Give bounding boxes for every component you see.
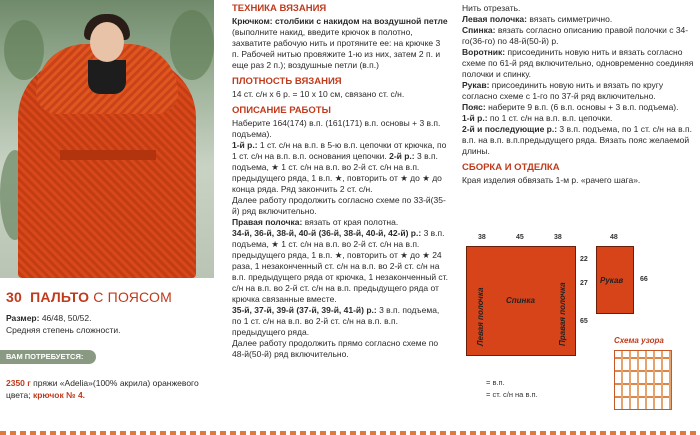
description-heading: ОПИСАНИЕ РАБОТЫ — [232, 105, 331, 116]
density-text: 14 ст. с/н х 6 р. = 10 х 10 см, связано ст. с/н. — [232, 89, 405, 99]
odd-rows-body: 3 в.п. подъема, по 1 ст. с/н на в.п. во 2-й ст. с/н на в.п. в.п. предыдущего ряда. — [232, 305, 440, 337]
odd-rows-text — [232, 305, 448, 338]
belt-row-2-body: 3 в.п. подъема, по 1 ст. с/н на в.п. в.п. на в.п. в.п.предыдущего ряда. Вязать пояс желаемой длины. — [462, 124, 692, 156]
title-rest: С ПОЯСОМ — [93, 289, 172, 305]
sleeve-label: Рукав: — [462, 80, 490, 90]
sleeve-text — [462, 80, 694, 102]
model-photo — [0, 0, 214, 278]
assembly-heading: СБОРКА И ОТДЕЛКА — [462, 162, 560, 173]
sleeve-body: присоединить новую нить и вязать по кругу согласно схеме с 1-го по 37-й ряд включительно. — [462, 80, 664, 101]
instructions-column-2 — [462, 3, 694, 186]
dim-top-middle: 45 — [516, 234, 524, 241]
belt-row-1-body: по 1 ст. с/н на в.п. в.п. цепочки. — [487, 113, 613, 123]
dim-top-left: 38 — [478, 234, 486, 241]
sleeve-piece-label: Рукав — [600, 276, 624, 285]
instructions-column-1 — [232, 3, 448, 360]
belt-row-1-label: 1-й р.: — [462, 113, 488, 123]
collar-body: присоединить новую нить и вязать согласно схеме по 61-й ряд включительно, одновременно соединяя полочки и спинку. — [462, 47, 694, 79]
size-label: Размер: — [6, 313, 40, 323]
left-front-piece-label: Левая полочка — [476, 287, 485, 346]
legend-chain: = в.п. — [486, 378, 505, 387]
decorative-border — [0, 431, 700, 435]
yarn-description: пряжи «Adelia»(100% акрила) оранжевого цвета; — [6, 378, 199, 400]
pattern-number: 30 — [6, 289, 22, 305]
belt-row-2-text — [462, 124, 694, 157]
pattern-chart-title: Схема узора — [614, 336, 664, 345]
technique-bold: Крючком: столбики с накидом на воздушной петле — [232, 16, 448, 26]
right-front-piece-label: Правая полочка — [558, 282, 567, 346]
left-front-body: вязать симметрично. — [526, 14, 613, 24]
row-2-label: 2-й р.: — [386, 151, 415, 161]
coat-belt — [60, 150, 156, 160]
yarn-amount: 2350 г — [6, 378, 31, 388]
continue-text: Далее работу продолжить согласно схеме по 33-й(35-й) ряд включительно. — [232, 195, 446, 216]
technique-text — [232, 16, 448, 71]
row-2-body: 3 в.п. подъема, ★ 1 ст. с/н на в.п. во 2-й ст. с/н на в.п. предыдущего ряда, 1 в.п. ★, повторить от ★ до ★ до конца ряда. Ряд закончить 2 ст. с/н. — [232, 151, 442, 194]
materials-text — [6, 377, 216, 401]
hook-size: крючок № 4. — [30, 390, 86, 400]
belt-row-2-label: 2-й и последующие р.: — [462, 124, 558, 134]
left-front-label: Левая полочка: — [462, 14, 527, 24]
dim-side-middle: 27 — [580, 280, 588, 287]
right-front-body: вязать от края полотна. — [302, 217, 399, 227]
even-rows-body: 3 в.п. подъема, ★ 1 ст. с/н на в.п. во 2-й ст. с/н на в.п. предыдущего ряда, 1 в.п. ★, повторить от ★ до ★ 24 раза, 1 незаконченный ст. с/н на в.п. во 2-й ст. с/н на в.п. предыдущего ряда от крючка, 1 незаконченный ст. с/н на в.п. во 2-й ст. с/н на в.п. предыдущего ряда от крючка связанные вместе. — [232, 228, 448, 304]
stitch-pattern-chart — [614, 350, 672, 410]
belt-text — [462, 102, 694, 113]
even-rows-text — [232, 228, 448, 305]
dim-sleeve-top: 48 — [610, 234, 618, 241]
technique-heading: ТЕХНИКА ВЯЗАНИЯ — [232, 3, 327, 14]
right-front-text — [232, 217, 448, 228]
cut-text: Нить отрезать. — [462, 3, 521, 13]
technique-body: (выполните накид, введите крючок в полотно, захватите рабочую нить и протяните ее: на крючке 3 п. Рабочей нитью провяжите 1-ю из них, затем 2 п. и еще раз 2 п.); воздушные петли (в.п.) — [232, 27, 441, 70]
dim-top-right: 38 — [554, 234, 562, 241]
background-foliage — [170, 10, 214, 80]
collar-label: Воротник: — [462, 47, 506, 57]
density-heading: ПЛОТНОСТЬ ВЯЗАНИЯ — [232, 76, 342, 87]
legend-double-crochet: = ст. с/н на в.п. — [486, 390, 538, 399]
right-front-label: Правая полочка: — [232, 217, 303, 227]
assembly-text: Края изделия обвязать 1-м р. «рачего шага». — [462, 175, 641, 185]
difficulty: Средняя степень сложности. — [6, 325, 121, 335]
page-title — [6, 289, 172, 305]
odd-rows-label: 35-й, 37-й, 39-й (37-й, 39-й, 41-й) р.: — [232, 305, 377, 315]
back-piece-label: Спинка — [506, 296, 535, 305]
materials-banner: ВАМ ПОТРЕБУЕТСЯ: — [0, 350, 96, 364]
collar-text — [462, 47, 694, 80]
dim-side-bottom: 65 — [580, 318, 588, 325]
row-1-body: 1 ст. с/н на в.п. в 5-ю в.п. цепочки от крючка, по 1 ст. с/н на в.п. в.п. основания цепочки. — [232, 140, 447, 161]
black-turtleneck — [88, 60, 126, 94]
background-foliage — [4, 20, 44, 80]
size-block — [6, 312, 121, 336]
belt-row-1-text — [462, 113, 694, 124]
finish-text: Далее работу продолжить прямо согласно схеме по 48-й(50-й) ряд включительно. — [232, 338, 439, 359]
belt-body: наберите 9 в.п. (6 в.п. основы + 3 в.п. подъема). — [485, 102, 679, 112]
even-rows-label: 34-й, 36-й, 38-й, 40-й (36-й, 38-й, 40-й, 42-й) р.: — [232, 228, 422, 238]
dim-sleeve-side: 66 — [640, 276, 648, 283]
cast-on-text: Наберите 164(174) в.п. (161(171) в.п. основы + 3 в.п. подъема). — [232, 118, 441, 139]
back-text — [462, 25, 694, 47]
back-body: вязать согласно описанию правой полочки с 34-го(36-го) по 48-й(50-й) р. — [462, 25, 689, 46]
left-front-text — [462, 14, 694, 25]
dim-side-top: 22 — [580, 256, 588, 263]
size-value: 46/48, 50/52. — [39, 313, 92, 323]
row-1-label: 1-й р.: — [232, 140, 258, 150]
row-1-text — [232, 140, 448, 195]
belt-label: Пояс: — [462, 102, 486, 112]
back-label: Спинка: — [462, 25, 496, 35]
title-main: ПАЛЬТО — [30, 289, 90, 305]
model-face — [90, 22, 124, 62]
